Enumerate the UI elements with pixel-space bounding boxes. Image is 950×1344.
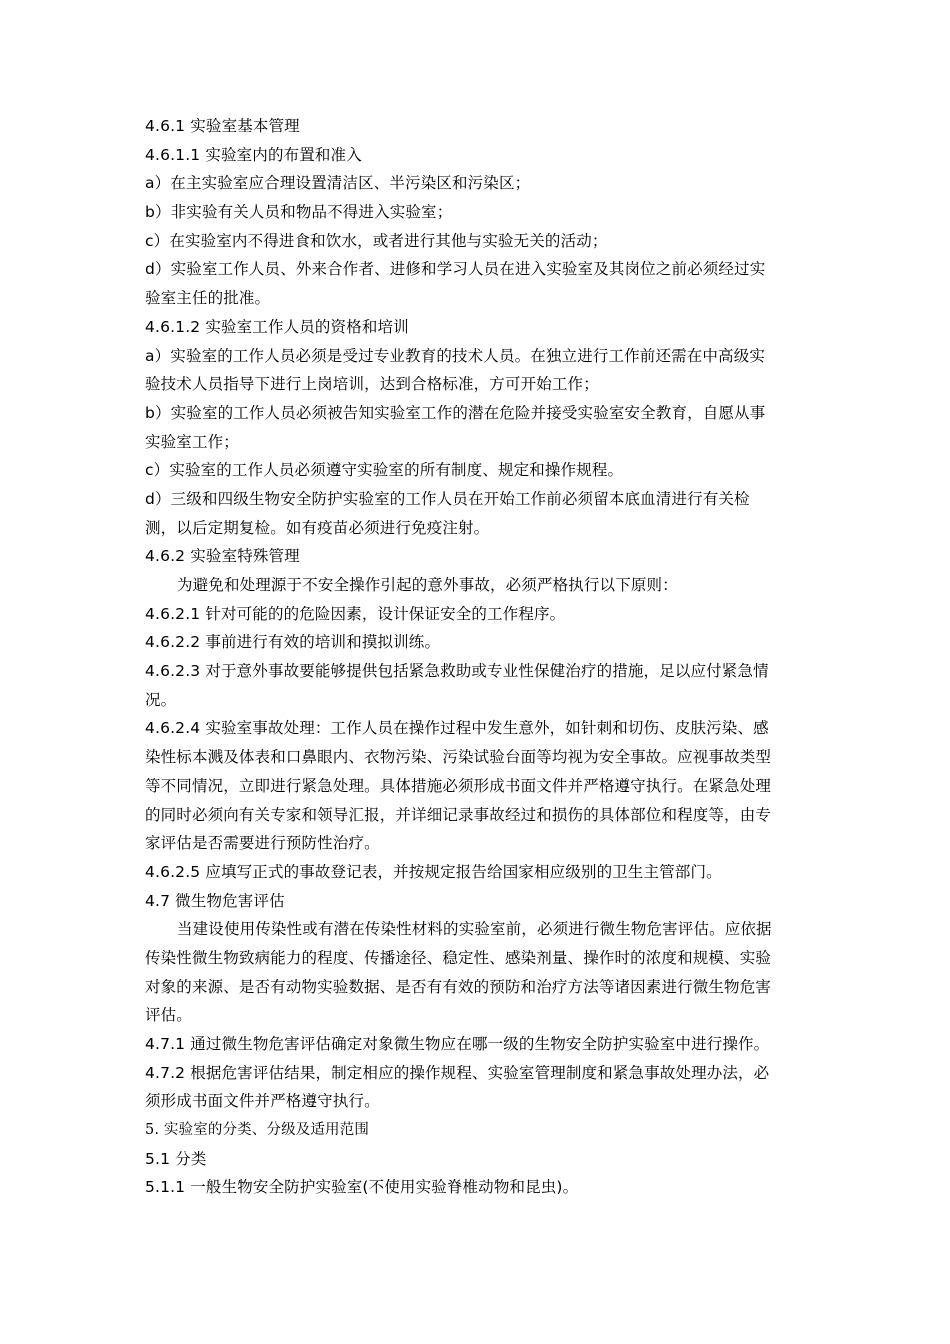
text-line: 4.6.2.4 实验室事故处理：工作人员在操作过程中发生意外，如针刺和切伤、皮肤污染、感 [145,719,769,738]
text-line: d）三级和四级生物安全防护实验室的工作人员在开始工作前必须留本底血清进行有关检 [145,489,750,508]
text-line: b）非实验有关人员和物品不得进入实验室； [145,203,453,222]
text-line: c）实验室的工作人员必须遵守实验室的所有制度、规定和操作规程。 [145,461,624,480]
text-line: 4.6.2.5 应填写正式的事故登记表，并按规定报告给国家相应级别的卫生主管部门。 [145,862,722,881]
text-line: 家评估是否需要进行预防性治疗。 [145,834,380,853]
text-line: 4.6.2.1 针对可能的的危险因素，设计保证安全的工作程序。 [145,604,566,623]
text-line: 4.7.1 通过微生物危害评估确定对象微生物应在哪一级的生物安全防护实验室中进行操作。 [145,1035,770,1053]
text-line: 4.7 微生物危害评估 [145,891,285,910]
text-line: 实验室工作； [145,432,239,451]
text-line: b）实验室的工作人员必须被告知实验室工作的潜在危险并接受实验室安全教育，自愿从事 [145,403,766,422]
text-line: 的同时必须向有关专家和领导汇报，并详细记录事故经过和损伤的具体部位和程度等，由专 [145,805,772,824]
text-line: 5.1.1 一般生物安全防护实验室(不使用实验脊椎动物和昆虫)。 [145,1178,579,1197]
text-line: 5.1 分类 [145,1149,207,1168]
text-line: c）在实验室内不得进食和饮水，或者进行其他与实验无关的活动； [145,231,608,250]
text-line: 染性标本溅及体表和口鼻眼内、衣物污染、污染试验台面等均视为安全事故。应视事故类型 [145,748,772,767]
text-line: a）实验室的工作人员必须是受过专业教育的技术人员。在独立进行工作前还需在中高级实 [145,346,766,365]
text-line: 测，以后定期复检。如有疫苗必须进行免疫注射。 [145,518,490,537]
text-line: 验室主任的批准。 [145,289,271,308]
text-line: 4.7.2 根据危害评估结果，制定相应的操作规程、实验室管理制度和紧急事故处理办法，必 [145,1063,770,1082]
text-line: 况。 [145,690,177,709]
text-line: 为避免和处理源于不安全操作引起的意外事故，必须严格执行以下原则： [177,576,678,594]
text-line: 4.6.2.2 事前进行有效的培训和摸拟训练。 [145,633,441,652]
text-line: 须形成书面文件并严格遵守执行。 [145,1092,380,1111]
text-line: 4.6.1.1 实验室内的布置和准入 [145,145,362,164]
text-line: 4.6.2.3 对于意外事故要能够提供包括紧急救助或专业性保健治疗的措施，足以应付紧急情 [145,662,769,681]
text-line: 传染性微生物致病能力的程度、传播途径、稳定性、感染剂量、操作时的浓度和规模、实验 [145,948,772,967]
text-line: 当建设使用传染性或有潜在传染性材料的实验室前，必须进行微生物危害评估。应依据 [177,920,772,939]
text-line: a）在主实验室应合理设置清洁区、半污染区和污染区； [145,174,531,193]
text-line: 4.6.1 实验室基本管理 [145,117,300,135]
text-line: 验技术人员指导下进行上岗培训，达到合格标准，方可开始工作； [145,375,599,394]
text-line: 5. 实验室的分类、分级及适用范围 [145,1122,369,1139]
text-line: 等不同情况，立即进行紧急处理。具体措施必须形成书面文件并严格遵守执行。在紧急处理 [145,776,772,795]
text-line: 评估。 [145,1006,192,1025]
text-line: d）实验室工作人员、外来合作者、进修和学习人员在进入实验室及其岗位之前必须经过实 [145,260,766,279]
text-line: 4.6.2 实验室特殊管理 [145,547,300,566]
document-body [145,112,813,1202]
text-line: 4.6.1.2 实验室工作人员的资格和培训 [145,317,409,336]
text-line: 对象的来源、是否有动物实验数据、是否有有效的预防和治疗方法等诸因素进行微生物危害 [145,977,772,996]
